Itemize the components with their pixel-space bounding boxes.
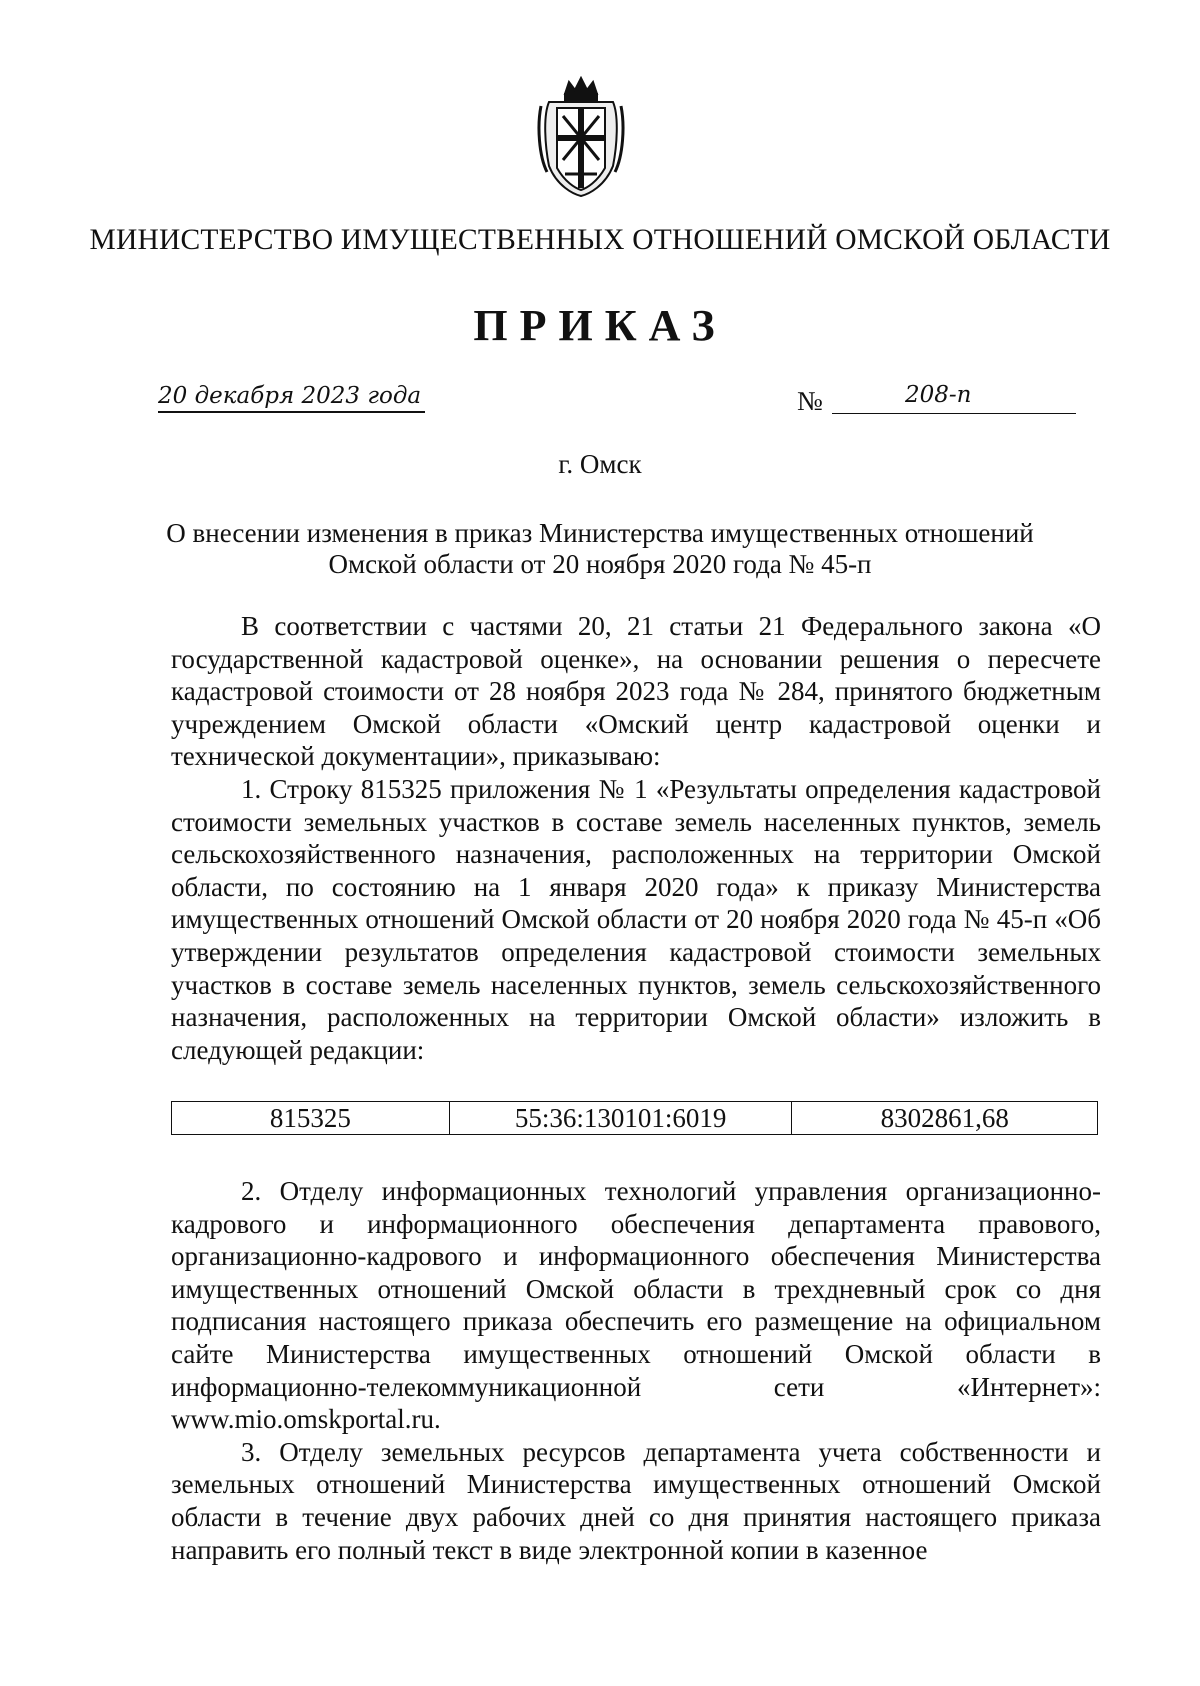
paragraph-1: 1. Строку 815325 приложения № 1 «Результаты определения кадастровой стоимости земельных участков в составе земель населенных пунктов, земель сельскохозяйственного назначения, расположенных на территории Омской области, по состоянию на 1 января 2020 года» к приказу Министерства имущественных отношений Омской области от 20 ноября 2020 года № 45-п «Об утверждении результатов определения кадастровой стоимости земельных участков в составе земель населенных пунктов, земель сельскохозяйственного назначения, расположенных на территории Омской области» изложить в следующей редакции: <box>171 773 1101 1065</box>
paragraph-intro: В соответствии с частями 20, 21 статьи 21 Федерального закона «О государственной кадастровой оценке», на основании решения о пересчете кадастровой стоимости от 28 ноября 2023 года № 284, принятого бюджетным учреждением Омской области «Омский центр кадастровой оценки и технической документации», приказываю: <box>171 611 1101 772</box>
number-underline <box>832 413 1076 414</box>
subject-line-2: Омской области от 20 ноября 2020 года № 45-п <box>328 549 872 579</box>
subject-line-1: О внесении изменения в приказ Министерства имущественных отношений <box>166 518 1034 548</box>
number-label: № <box>797 386 823 416</box>
body-section-1 <box>171 610 1101 1066</box>
paragraph-2: 2. Отделу информационных технологий управления организационно-кадрового и информационного обеспечения департамента правового, организационно-кадрового и информационного обеспечения Министерства имущественных отношений Омской области в трехдневный срок со дня подписания настоящего приказа обеспечить его размещение на официальном сайте Министерства имущественных отношений Омской области в информационно-телекоммуникационной сети «Интернет»: www.mio.omskportal.ru. <box>171 1176 1101 1435</box>
handwritten-date: 20 декабря 2023 года <box>158 383 425 413</box>
city: г. Омск <box>558 449 642 479</box>
handwritten-number: 208-п <box>905 382 972 408</box>
table-cell-line-number: 815325 <box>172 1102 450 1135</box>
ministry-name: МИНИСТЕРСТВО ИМУЩЕСТВЕННЫХ ОТНОШЕНИЙ ОМСКОЙ ОБЛАСТИ <box>89 224 1111 256</box>
table-cell-value: 8302861,68 <box>792 1102 1098 1135</box>
subject-heading <box>100 518 1100 580</box>
coat-of-arms-icon <box>535 76 627 200</box>
paragraph-3: 3. Отделу земельных ресурсов департамента учета собственности и земельных отношений Министерства имущественных отношений Омской области в течение двух рабочих дней со дня принятия настоящего приказа направить его полный текст в виде электронной копии в казенное <box>171 1436 1101 1565</box>
table-row <box>172 1102 1098 1135</box>
cadastral-table <box>171 1101 1098 1135</box>
table-cell-cadastral-number: 55:36:130101:6019 <box>449 1102 792 1135</box>
body-section-2 <box>171 1175 1101 1566</box>
document-title: ПРИКАЗ <box>473 301 727 350</box>
